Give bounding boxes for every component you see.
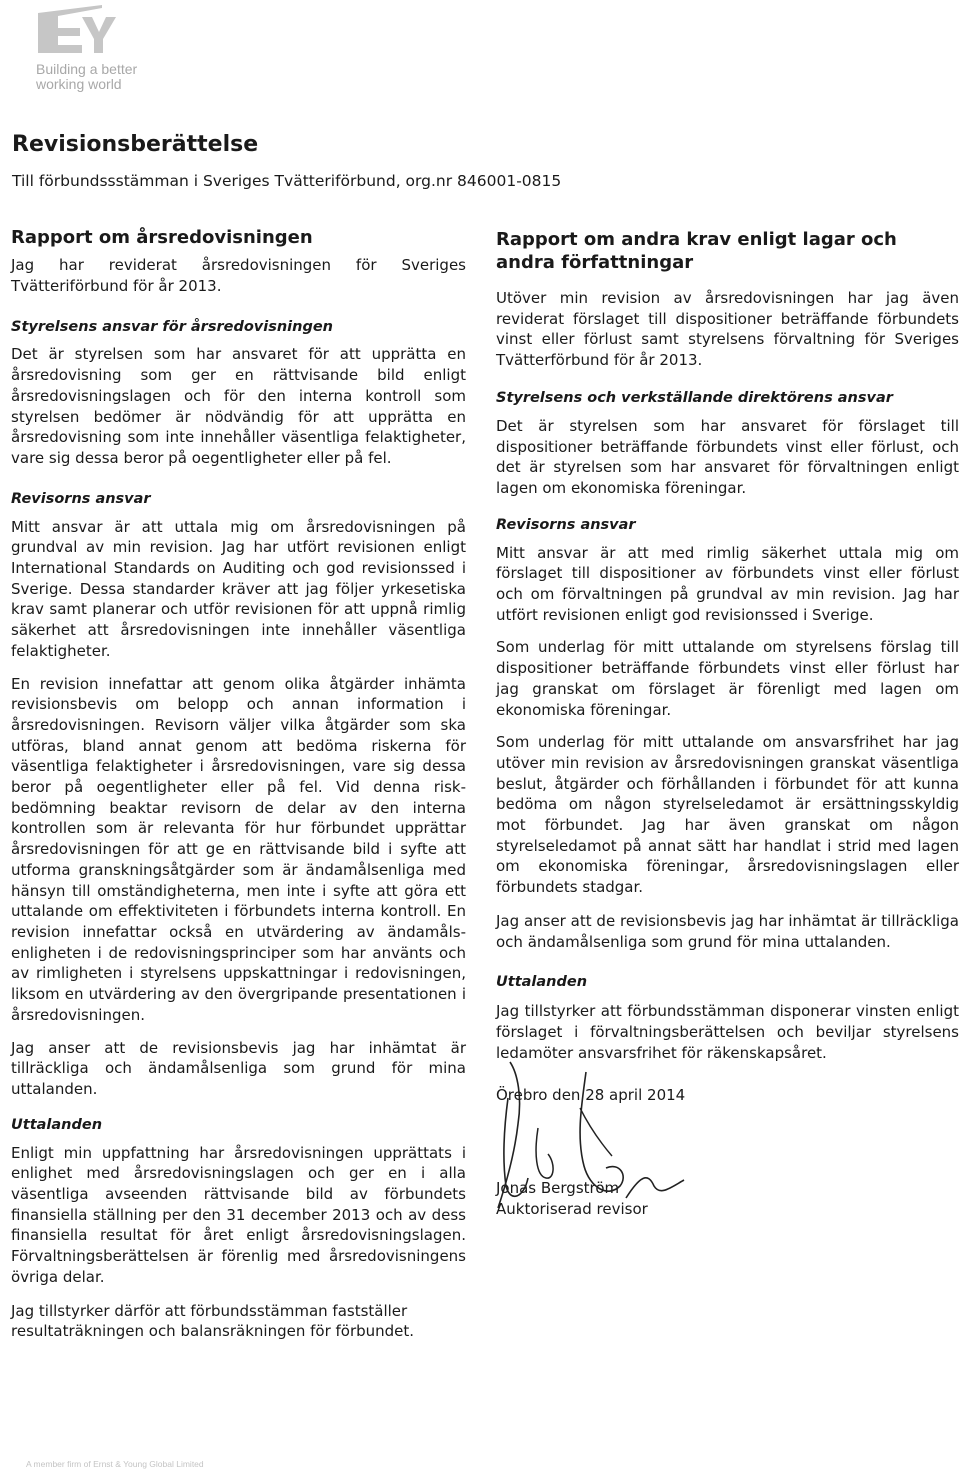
board-and-ceo-responsibility-text: Det är styrelsen som har ansvaret för förslaget till dispositioner beträffande förbundets vinst eller förlust, och det är styrelsen som har ansvaret för förvaltningen enligt lagen om ekonomiska föreningar. bbox=[496, 416, 959, 497]
tagline-line-2: working world bbox=[36, 76, 122, 92]
ey-logo-mark bbox=[36, 5, 116, 57]
place-and-date: Örebro den 28 april 2014 bbox=[496, 1086, 686, 1105]
other-requirements-heading: Rapport om andra krav enligt lagar och andra författningar bbox=[496, 229, 897, 273]
auditor-responsibility-heading-right: Revisorns ansvar bbox=[496, 516, 636, 533]
auditor-responsibility-heading: Revisorns ansvar bbox=[11, 490, 151, 507]
other-requirements-intro: Utöver min revision av årsredovisningen har jag även reviderat förslaget till dispositioner beträffande förbundets vinst eller förlust samt styrelsens förvaltning för Sveriges Tvätterförbund för år 2013. bbox=[496, 289, 959, 370]
auditor-responsibility-p3: Jag anser att de revisionsbevis jag har inhämtat är tillräckliga och ändamålsenliga som grund för mina uttalanden. bbox=[11, 1038, 466, 1098]
annual-report-intro: Jag har reviderat årsredovisningen för Sveriges Tvätteriförbund för år 2013. bbox=[11, 256, 466, 295]
statements-heading: Uttalanden bbox=[11, 1116, 103, 1133]
annual-report-heading: Rapport om årsredovisningen bbox=[11, 227, 313, 248]
auditor-responsibility-p2: En revision innefattar att genom olika åtgärder inhämta revisionsbevis om belopp och annan information i årsredovisningen. Revisorn väljer vilka åtgärder som ska utföras, bland annat genom att bedöma riskerna för väsentliga felaktigheter i årsredovisningen, vare sig dessa beror på oegentligheter eller på fel. Vid denna risk-bedömning beaktar revisorn de delar av den interna kontrollen som är relevanta för hur förbundet upprättar årsredovisningen för att ge en rättvisande bild i syfte att utforma granskningsåtgärder som är ändamålsenliga med hänsyn till omständigheterna, men inte i syfte att göra ett uttalande om effektiviteten i förbundets interna kontroll. En revision innefattar också en utvärdering av ändamåls-enligheten i de redovisningsprinciper som har använts och av rimligheten i styrelsens uppskattningar i redovisningen, liksom en utvärdering av den övergripande presentationen i årsredovisningen. bbox=[11, 674, 466, 1024]
auditor-responsibility-right-p1: Mitt ansvar är att med rimlig säkerhet uttala mig om förslaget till dispositioner av förbundets vinst eller förlust och om förvaltningen på grundval av min revision. Jag har utfört revisionen enligt god revisionssed i Sverige. bbox=[496, 543, 959, 624]
statements-p2: Jag tillstyrker därför att förbundsstämman fastställer resultaträkningen och balansräkningen för förbundet. bbox=[11, 1301, 415, 1341]
page-title: Revisionsberättelse bbox=[12, 132, 259, 157]
page-subtitle: Till förbundssstämman i Sveriges Tvätteriförbund, org.nr 846001-0815 bbox=[12, 172, 562, 190]
statements-heading-right: Uttalanden bbox=[496, 974, 588, 991]
signer-name: Jonas Bergström bbox=[496, 1179, 620, 1198]
statements-right-text: Jag tillstyrker att förbundsstämman disponerar vinsten enligt förslaget i förvaltningsberättelsen och beviljar styrelsens ledamöter ansvarsfrihet för räkenskapsåret. bbox=[496, 1002, 959, 1062]
ey-logo bbox=[36, 5, 166, 92]
left-column bbox=[11, 226, 466, 1342]
tagline-line-1: Building a better bbox=[36, 61, 138, 77]
auditor-responsibility-p1: Mitt ansvar är att uttala mig om årsredovisningen på grundval av min revision. Jag har utfört revisionen enligt International Standards on Auditing och god revisionssed i Sverige. Dessa standarder kräver att jag följer yrkesetiska krav samt planerar och utför revisionen för att uppnå rimlig säkerhet att årsredovisningen inte innehåller väsentliga felaktigheter. bbox=[11, 517, 466, 660]
board-responsibility-text: Det är styrelsen som har ansvaret för att upprätta en årsredovisning som ger en rättvisande bild enligt årsredovisningslagen och för den interna kontroll som styrelsen bedömer är nödvändig för att upprätta en årsredovisning som inte innehåller väsentliga felaktigheter, vare sig dessa beror på oegentligheter eller på fel. bbox=[11, 345, 466, 467]
ey-tagline bbox=[36, 62, 166, 92]
auditor-responsibility-right-p4: Jag anser att de revisionsbevis jag har inhämtat är tillräckliga och ändamålsenliga som grund för mina uttalanden. bbox=[496, 911, 959, 951]
statements-p1: Enligt min uppfattning har årsredovisningen upprättats i enlighet med årsredovisningslagen och ger en i alla väsentliga avseenden rättvisande bild av förbundets finansiella ställning per den 31 december 2013 och av dess finansiella resultat för året enligt årsredovisningslagen. Förvaltningsberättelsen är förenlig med årsredovisningens övriga delar. bbox=[11, 1143, 466, 1286]
handwritten-signature bbox=[488, 1058, 688, 1218]
footer-note: A member firm of Ernst & Young Global Limited bbox=[26, 1459, 204, 1469]
board-and-ceo-responsibility-heading: Styrelsens och verkställande direktörens ansvar bbox=[496, 389, 893, 406]
board-responsibility-heading: Styrelsens ansvar för årsredovisningen bbox=[11, 319, 333, 336]
signer-title: Auktoriserad revisor bbox=[496, 1199, 648, 1218]
auditor-responsibility-right-p2: Som underlag för mitt uttalande om styrelsens förslag till dispositioner beträffande förbundets vinst eller förlust har jag granskat om förslaget är förenligt med lagen om ekonomiska föreningar. bbox=[496, 638, 959, 719]
auditor-responsibility-right-p3: Som underlag för mitt uttalande om ansvarsfrihet har jag utöver min revision av årsredovisningen granskat väsentliga beslut, åtgärder och förhållanden i förbundet för att kunna bedöma om någon styrelseledamot är ersättningsskyldig mot förbundet. Jag har även granskat om någon styrelseledamot på annat sätt har handlat i strid med lagen om ekonomiska föreningar, årsredovisningslagen eller förbundets stadgar. bbox=[496, 733, 959, 897]
